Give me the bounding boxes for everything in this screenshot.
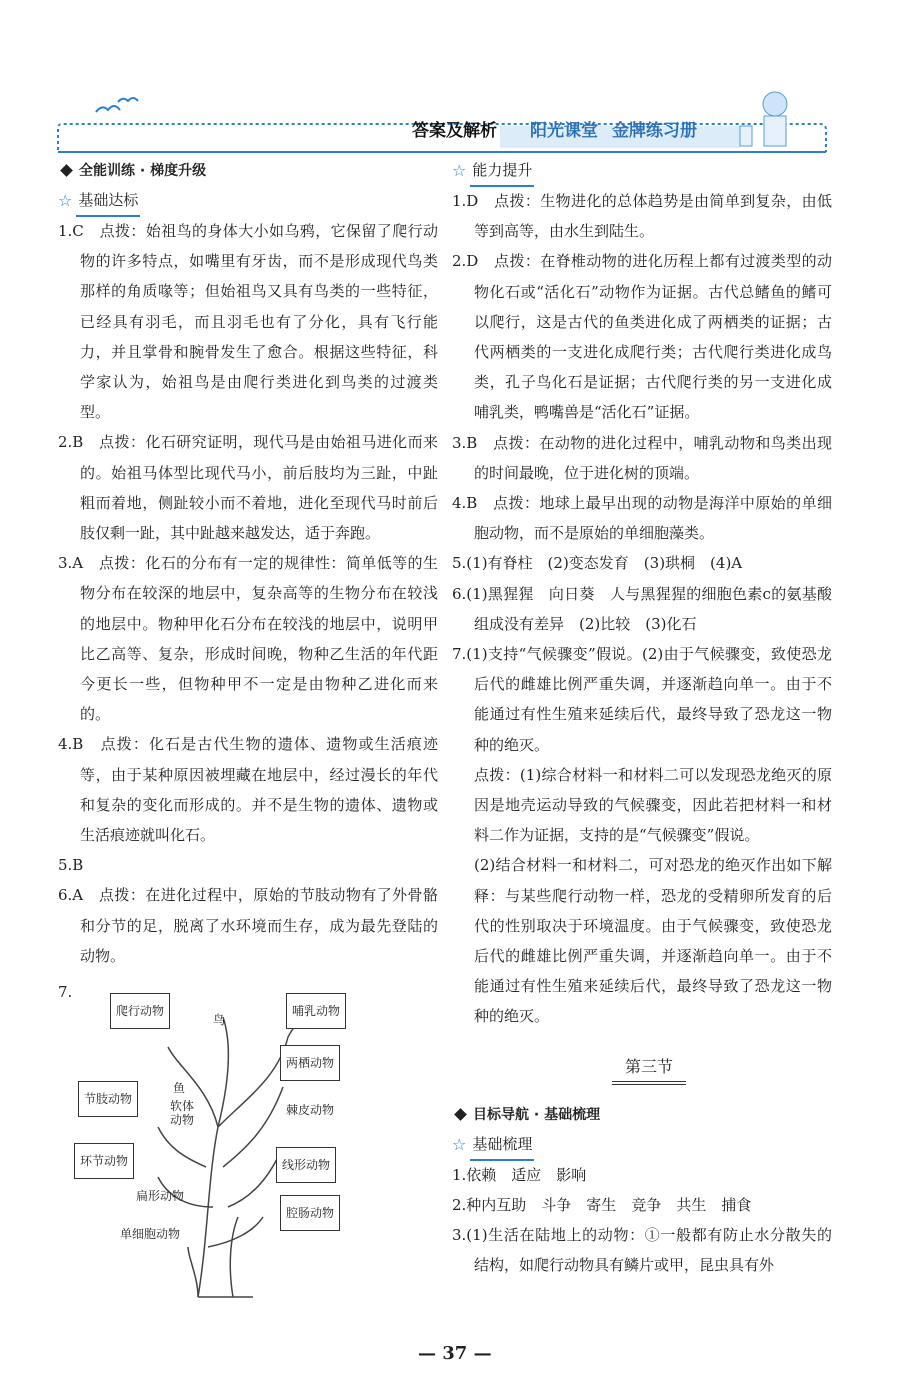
brand-line-2: 金牌练习册 bbox=[612, 121, 697, 141]
explanation-paragraph: (2)结合材料一和材料二，可对恐龙的绝灭作出如下解释：与某些爬行动物一样，恐龙的受精卵所发育的后代的性别取决于环境温度。由于气候骤变，致使恐龙后代的雌雄比例严重失调，并逐渐趋向单一。由于不能通过有性生殖来延续后代，最终导致了恐龙这一物种的绝灭。 bbox=[474, 856, 832, 1026]
right-column-lower bbox=[452, 1100, 832, 1280]
star-icon: ☆ bbox=[452, 1135, 467, 1154]
tree-label-bird: 鸟 bbox=[213, 1013, 226, 1028]
subsection-heading-text: 能力提升 bbox=[470, 155, 534, 187]
answer-item: 2.种内互助 斗争 寄生 竞争 共生 捕食 bbox=[452, 1196, 752, 1214]
brand-line-1: 阳光课堂 bbox=[530, 121, 598, 141]
header-title: 答案及解析 bbox=[412, 121, 497, 141]
page-number: — 37 — bbox=[418, 1343, 492, 1364]
section-heading-text: 全能训练 · 梯度升级 bbox=[79, 163, 207, 179]
section-heading-text: 目标导航 · 基础梳理 bbox=[473, 1107, 601, 1123]
answer-item: 1.C 点拨：始祖鸟的身体大小如乌鸦，它保留了爬行动物的许多特点，如嘴里有牙齿，而不是形成现代鸟类那样的角质喙等；但始祖鸟又具有鸟类的一些特征，已经具有羽毛，而且羽毛也有了分化，具有飞行能力，并且掌骨和腕骨发生了愈合。根据这些特征，科学家认为，始祖鸟是由爬行类进化到鸟类的过渡类型。 bbox=[58, 222, 438, 422]
explanation-paragraph: 点拨：(1)综合材料一和材料二可以发现恐龙绝灭的原因是地壳运动导致的气候骤变，因此若把材料一和材料二作为证据，支持的是“气候骤变”假说。 bbox=[474, 765, 832, 845]
answer-item: 4.B 点拨：化石是古代生物的遗体、遗物或生活痕迹等，由于某种原因被埋藏在地层中，经过漫长的年代和复杂的变化而形成的。并不是生物的遗体、遗物或生活痕迹就叫化石。 bbox=[58, 735, 438, 845]
tree-node-reptile: 爬行动物 bbox=[110, 993, 170, 1029]
section-heading bbox=[452, 1100, 832, 1130]
tree-label-fish: 鱼 bbox=[173, 1081, 186, 1096]
answer-item: 3.(1)生活在陆地上的动物：①一般都有防止水分散失的结构，如爬行动物具有鳞片或甲，昆虫具有外 bbox=[452, 1226, 832, 1274]
question-number: 7. bbox=[58, 983, 73, 1002]
answer-item: 6.A 点拨：在进化过程中，原始的节肢动物有了外骨骼和分节的足，脱离了水环境而生存，成为最先登陆的动物。 bbox=[58, 886, 438, 965]
tree-label-flatworm: 扁形动物 bbox=[136, 1189, 185, 1204]
tree-node-cnidarian: 腔肠动物 bbox=[280, 1195, 340, 1231]
answer-item: 5.(1)有脊柱 (2)变态发育 (3)珙桐 (4)A bbox=[452, 554, 743, 573]
tree-node-amphibian: 两栖动物 bbox=[280, 1045, 340, 1081]
subsection-heading-text: 基础达标 bbox=[76, 185, 140, 217]
answer-item: 5.B bbox=[58, 856, 84, 875]
subsection-heading-text: 基础梳理 bbox=[470, 1129, 534, 1161]
tree-node-mammal: 哺乳动物 bbox=[286, 993, 346, 1029]
tree-label-echinoderm: 棘皮动物 bbox=[286, 1103, 335, 1118]
star-icon: ☆ bbox=[58, 190, 73, 210]
left-column bbox=[58, 156, 438, 1307]
diamond-icon bbox=[454, 1108, 467, 1121]
answer-item: 1.D 点拨：生物进化的总体趋势是由简单到复杂，由低等到高等，由水生到陆生。 bbox=[452, 192, 832, 241]
section-heading bbox=[58, 156, 438, 186]
section-title: 第三节 bbox=[612, 1054, 686, 1082]
subsection-heading bbox=[452, 156, 832, 186]
diamond-icon bbox=[60, 164, 73, 177]
star-icon: ☆ bbox=[452, 160, 467, 180]
subsection-heading bbox=[58, 186, 438, 216]
tree-node-annelid: 环节动物 bbox=[74, 1143, 134, 1179]
answer-item: 4.B 点拨：地球上最早出现的动物是海洋中原始的单细胞动物，而不是原始的单细胞藻类。 bbox=[452, 494, 832, 543]
tree-node-nematode: 线形动物 bbox=[276, 1147, 336, 1183]
evolution-tree-diagram bbox=[58, 977, 438, 1307]
answer-item: 3.A 点拨：化石的分布有一定的规律性：简单低等的生物分布在较深的地层中，复杂高等的生物分布在较浅的地层中。物种甲化石分布在较浅的地层中，说明甲比乙高等、复杂，形成时间晚，物种乙生活的年代距今更长一些，但物种甲不一定是由物种乙进化而来的。 bbox=[58, 554, 438, 724]
tree-node-arthropod: 节肢动物 bbox=[78, 1081, 138, 1117]
tree-label-protozoa: 单细胞动物 bbox=[120, 1227, 181, 1242]
answer-item: 2.D 点拨：在脊椎动物的进化历程上都有过渡类型的动物化石或“活化石”动物作为证据。古代总鳍鱼的鳍可以爬行，这是古代的鱼类进化成了两栖类的证据；古代两栖类的一支进化成爬行类；古代爬行类进化成鸟类，孔子鸟化石是证据；古代爬行类的另一支进化成哺乳类，鸭嘴兽是“活化石”证据。 bbox=[452, 252, 832, 422]
answer-item: 1.依赖 适应 影响 bbox=[452, 1166, 587, 1184]
page-header bbox=[0, 0, 900, 160]
subsection-heading bbox=[452, 1130, 832, 1160]
answer-item: 3.B 点拨：在动物的进化过程中，哺乳动物和鸟类出现的时间最晚，位于进化树的顶端。 bbox=[452, 433, 832, 482]
answer-item: 6.(1)黑猩猩 向日葵 人与黑猩猩的细胞色素c的氨基酸组成没有差异 (2)比较 (3)化石 bbox=[452, 584, 832, 633]
tree-label-mollusc: 软体动物 bbox=[170, 1099, 195, 1128]
page-number-value: 37 bbox=[442, 1343, 468, 1364]
right-column bbox=[452, 156, 832, 1032]
answer-item: 7.(1)支持“气候骤变”假说。(2)由于气候骤变，致使恐龙后代的雌雄比例严重失调，并逐渐趋向单一。由于不能通过有性生殖来延续后代，最终导致了恐龙这一物种的绝灭。 bbox=[452, 645, 832, 754]
answer-item: 2.B 点拨：化石研究证明，现代马是由始祖马进化而来的。始祖马体型比现代马小，前后肢均为三趾，中趾粗而着地，侧趾较小而不着地，进化至现代马时前后肢仅剩一趾，其中趾越来越发达，适于奔跑。 bbox=[58, 433, 438, 543]
header-brand bbox=[530, 116, 711, 141]
